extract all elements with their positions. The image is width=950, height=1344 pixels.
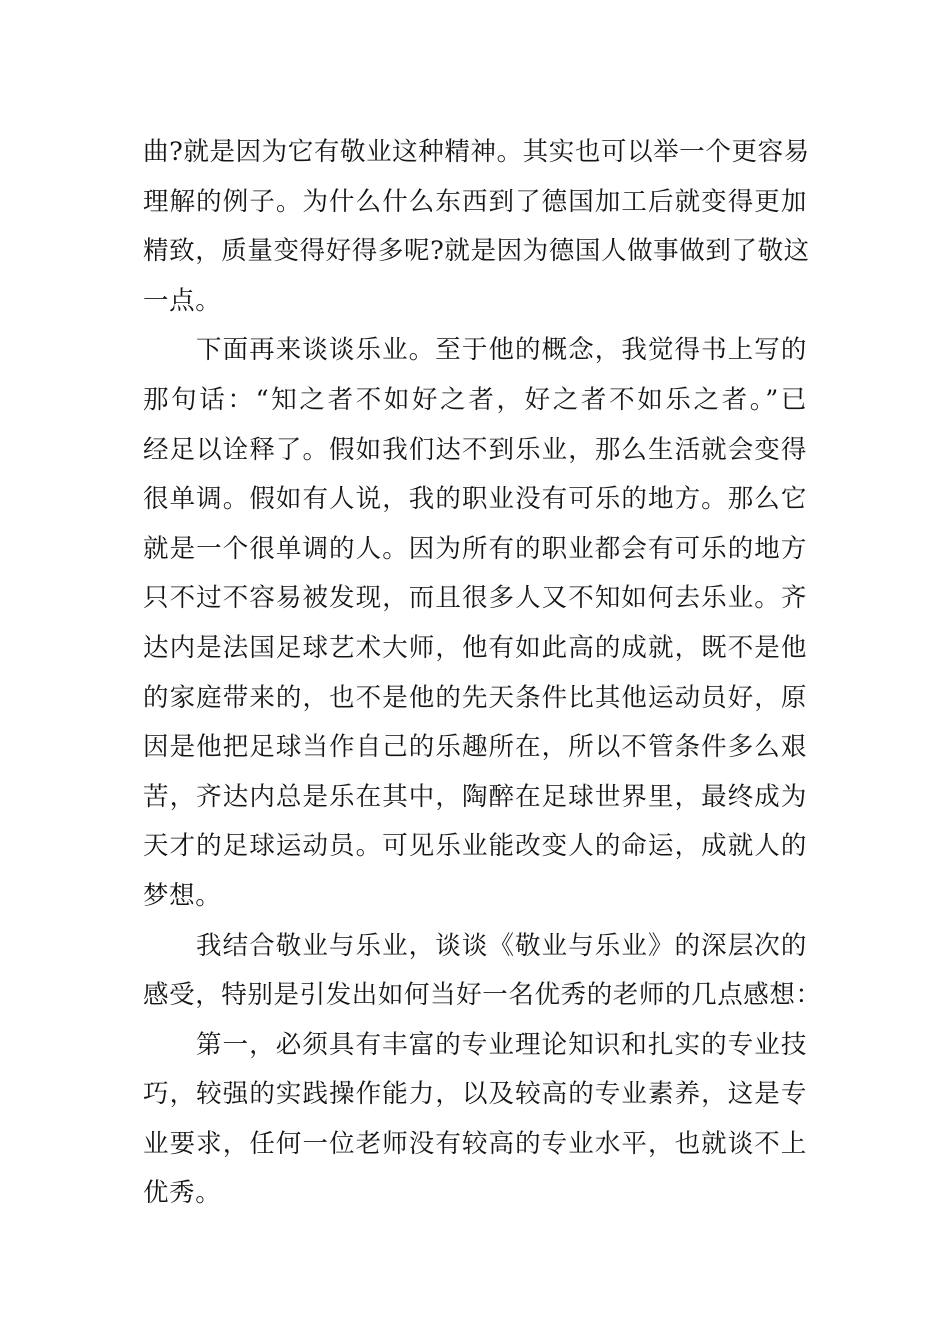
paragraph-line: 经足以诠释了。假如我们达不到乐业，那么生活就会变得	[143, 434, 807, 465]
paragraph-line: 理解的例子。为什么什么东西到了德国加工后就变得更加	[143, 186, 807, 217]
paragraph-line: 感受，特别是引发出如何当好一名优秀的老师的几点感想：	[143, 980, 822, 1011]
document-body	[143, 128, 822, 1219]
paragraph-line: 很单调。假如有人说，我的职业没有可乐的地方。那么它	[143, 484, 807, 515]
paragraph-line: 苦，齐达内总是乐在其中，陶醉在足球世界里，最终成为	[143, 781, 807, 812]
paragraph-line: 天才的足球运动员。可见乐业能改变人的命运，成就人的	[143, 831, 807, 862]
paragraph-line: 只不过不容易被发现，而且很多人又不知如何去乐业。齐	[143, 583, 807, 614]
paragraph-2	[143, 326, 807, 921]
paragraph-line: 第一，必须具有丰富的专业理论知识和扎实的专业技	[196, 1029, 807, 1060]
paragraph-line: 一点。	[143, 285, 222, 316]
paragraph-line: 达内是法国足球艺术大师，他有如此高的成就，既不是他	[143, 632, 807, 663]
paragraph-line: 那句话：“知之者不如好之者，好之者不如乐之者。”已	[143, 384, 807, 415]
paragraph-line: 业要求，任何一位老师没有较高的专业水平，也就谈不上	[143, 1128, 807, 1159]
paragraph-line: 我结合敬业与乐业，谈谈《敬业与乐业》的深层次的	[196, 930, 807, 961]
paragraph-line: 下面再来谈谈乐业。至于他的概念，我觉得书上写的	[196, 335, 807, 366]
paragraph-line: 巧，较强的实践操作能力，以及较高的专业素养，这是专	[143, 1079, 807, 1110]
paragraph-line: 因是他把足球当作自己的乐趣所在，所以不管条件多么艰	[143, 732, 807, 763]
paragraph-line: 梦想。	[143, 880, 222, 911]
paragraph-1	[143, 128, 810, 326]
paragraph-3	[143, 922, 822, 1021]
paragraph-line: 的家庭带来的，也不是他的先天条件比其他运动员好，原	[143, 682, 807, 713]
paragraph-line: 精致，质量变得好得多呢?就是因为德国人做事做到了敬这	[143, 236, 810, 267]
paragraph-line: 曲?就是因为它有敬业这种精神。其实也可以举一个更容易	[143, 137, 810, 167]
paragraph-4	[143, 1021, 807, 1219]
paragraph-line: 就是一个很单调的人。因为所有的职业都会有可乐的地方	[143, 533, 807, 564]
paragraph-line: 优秀。	[143, 1178, 222, 1209]
